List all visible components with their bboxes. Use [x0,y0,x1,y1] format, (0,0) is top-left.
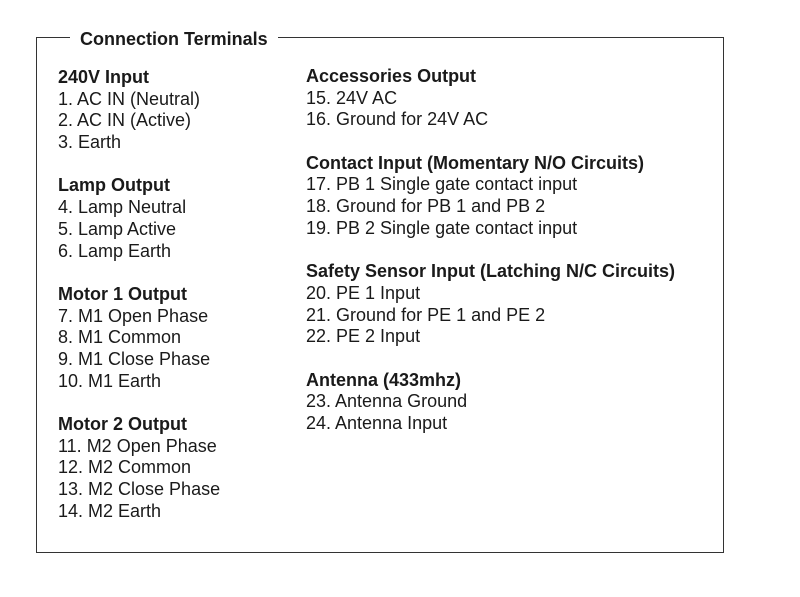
terminal-item: 16. Ground for 24V AC [306,109,489,130]
terminal-item: 9. M1 Close Phase [58,348,211,369]
group-heading: Motor 2 Output [58,413,187,434]
terminal-item: 15. 24V AC [306,87,398,108]
group-antenna [306,370,675,435]
terminal-item: 18. Ground for PB 1 and PB 2 [306,196,546,217]
terminal-item: 14. M2 Earth [58,500,162,521]
group-accessories-output [306,66,675,131]
terminal-item: 12. M2 Common [58,457,192,478]
group-240v-input [58,67,220,154]
terminal-item: 1. AC IN (Neutral) [58,88,201,109]
terminal-item: 19. PB 2 Single gate contact input [306,217,578,238]
terminal-item: 2. AC IN (Active) [58,110,192,131]
terminal-item: 22. PE 2 Input [306,326,421,347]
terminal-item: 6. Lamp Earth [58,240,172,261]
terminal-item: 21. Ground for PE 1 and PE 2 [306,304,546,325]
terminal-item: 20. PE 1 Input [306,282,421,303]
group-heading: Contact Input (Momentary N/O Circuits) [306,152,645,173]
group-heading: Safety Sensor Input (Latching N/C Circuits) [306,261,676,282]
terminal-item: 23. Antenna Ground [306,391,468,412]
terminal-item: 4. Lamp Neutral [58,197,187,218]
group-motor-1-output [58,284,220,393]
terminal-item: 3. Earth [58,132,122,153]
group-heading: 240V Input [58,67,150,87]
terminal-item: 13. M2 Close Phase [58,479,221,500]
terminal-item: 5. Lamp Active [58,218,177,239]
group-contact-input [306,153,675,240]
left-column [58,67,220,544]
group-heading: Motor 1 Output [58,283,187,304]
group-motor-2-output [58,414,220,523]
terminal-item: 11. M2 Open Phase [58,435,217,456]
group-heading: Lamp Output [58,175,170,196]
frame-title: Connection Terminals [70,27,278,51]
terminal-item: 17. PB 1 Single gate contact input [306,174,578,195]
terminal-item: 8. M1 Common [58,327,182,348]
group-heading: Antenna (433mhz) [306,369,462,390]
terminal-item: 24. Antenna Input [306,412,448,433]
group-heading: Accessories Output [306,66,477,86]
terminal-item: 10. M1 Earth [58,370,162,391]
right-column [306,66,675,456]
group-safety-sensor-input [306,261,675,348]
group-lamp-output [58,175,220,262]
terminal-item: 7. M1 Open Phase [58,305,209,326]
